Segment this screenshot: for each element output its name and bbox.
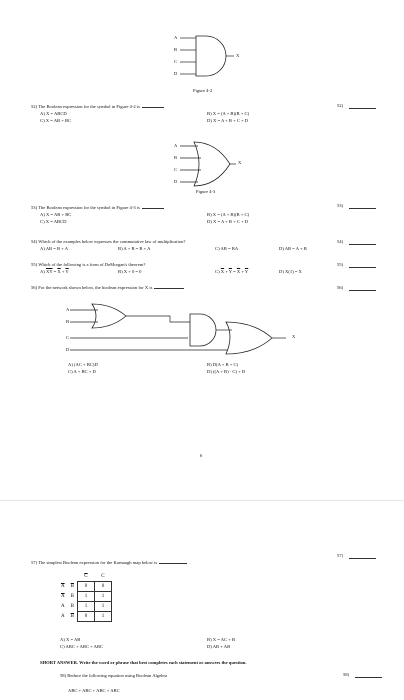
q56-input-d: D — [66, 347, 70, 352]
q53-answer-number: 53) — [337, 203, 344, 208]
table-row — [58, 602, 111, 612]
table-row — [58, 612, 111, 622]
kmap-cell: 0 — [94, 582, 111, 592]
q53-option-c: C) X = ABCD — [40, 219, 67, 224]
q54-option-d: D) AB = A + B — [279, 246, 307, 251]
fig43-input-a: A — [174, 143, 178, 148]
kmap-cell: 1 — [94, 612, 111, 622]
q55-option-d: D) X(1) = X — [279, 269, 302, 274]
q54-text: 54) Which of the examples below expresses the commutative law of multiplication? — [31, 239, 186, 244]
q55-answer-number: 55) — [337, 262, 344, 267]
q56-input-a: A — [66, 307, 70, 312]
q56-option-c: C) A + BC + D — [68, 369, 96, 374]
kmap-col-c-bar: $\overline{C}$ — [84, 573, 88, 579]
fig42-input-b: B — [174, 47, 178, 52]
table-row — [58, 582, 111, 592]
q54-option-b: B) A + B = B + A — [118, 246, 151, 251]
table-row — [58, 592, 111, 602]
kmap-col-c: C — [101, 573, 105, 579]
kmap-cell: 1 — [94, 592, 111, 602]
kmap-row-b: B — [70, 593, 74, 599]
q53-text: 53) The Boolean expression for the symbol in Figure 4-3 is — [31, 205, 164, 211]
q57-text: 57) The simplest Boolean expression for the Karnaugh map below is — [31, 560, 187, 566]
q56-output-x: X — [292, 334, 296, 339]
kmap-cell: 1 — [77, 602, 94, 612]
page-number: 6 — [200, 453, 203, 458]
q52-option-d: D) X = A + B + C + D — [207, 118, 249, 123]
q55-text: 55) Which of the following is a form of DeMorgan's theorem? — [31, 262, 146, 267]
figure-4-2-caption: Figure 4-2 — [193, 88, 213, 93]
q58-answer-number: 58) — [343, 672, 350, 677]
q56-option-a: A) (AC + BC)D — [68, 362, 98, 367]
karnaugh-map — [58, 572, 112, 622]
q56-input-b: B — [66, 319, 70, 324]
q52-text: 52) The Boolean expression for the symbol in Figure 4-2 is — [31, 104, 164, 110]
q55-option-b: B) X + 0 = 0 — [118, 269, 142, 274]
q54-option-c: C) AB = BA — [215, 246, 239, 251]
short-answer-header: SHORT ANSWER. Write the word or phrase that best completes each statement or answers the question. — [40, 660, 247, 665]
q56-text: 56) For the network shown below, the boolean expression for X is — [31, 285, 184, 291]
q54-answer-number: 54) — [337, 239, 344, 244]
q52-option-a: A) X = ABCD — [40, 111, 67, 116]
kmap-row-b: $\overline{B}$ — [70, 583, 74, 589]
q56-option-b: B) D(A + B + C) — [207, 362, 239, 367]
q52-answer-number: 52) — [337, 103, 344, 108]
q52-option-c: C) X = AB + BC — [40, 118, 72, 123]
kmap-cell: 0 — [77, 612, 94, 622]
q58-expression: ABC + ABC + ABC + ABC — [68, 688, 120, 693]
q55-option-c: C) $\overline{X} + \overline{Y} = \overline{X} + \overline{Y}$ — [215, 269, 249, 274]
kmap-row-a: A — [61, 603, 65, 609]
kmap-row-a: $\overline{A}$ — [61, 593, 65, 599]
kmap-cell: 0 — [77, 582, 94, 592]
q52-option-b: B) X = (A + B)(B + C) — [207, 111, 250, 116]
kmap-row-b: $\overline{B}$ — [70, 613, 74, 619]
q55-option-a: A) $\overline{XY} = \overline{X} + \overline{Y}$ — [40, 269, 69, 274]
q57-option-a: A) X = AB — [60, 637, 81, 642]
kmap-cell: 1 — [94, 602, 111, 612]
q56-input-c: C — [66, 335, 70, 340]
fig43-input-b: B — [174, 155, 178, 160]
q58-text: 58) Reduce the following equation using Boolean Algebra — [60, 673, 168, 678]
q56-answer-number: 56) — [337, 285, 344, 290]
q54-option-a: A) AB = B + A — [40, 246, 69, 251]
q53-option-d: D) X = A + B + C + D — [207, 219, 249, 224]
fig43-input-d: D — [174, 179, 178, 184]
q57-option-c: C) ABC + ABC + ABC — [60, 644, 104, 649]
kmap-cell: 1 — [77, 592, 94, 602]
q53-option-a: A) X = AB + BC — [40, 212, 72, 217]
kmap-row-b: B — [70, 603, 74, 609]
figure-4-3-caption: Figure 4-3 — [196, 189, 216, 194]
q53-option-b: B) X = (A + B)(B + C) — [207, 212, 250, 217]
page-separator — [0, 500, 404, 501]
q56-logic-network — [60, 300, 320, 360]
fig42-input-d: D — [174, 71, 178, 76]
q57-answer-number: 57) — [337, 553, 344, 558]
fig43-input-c: C — [174, 167, 178, 172]
fig42-input-a: A — [174, 35, 178, 40]
q53-answer-line[interactable] — [349, 208, 376, 209]
q57-answer-line[interactable] — [349, 558, 376, 559]
q54-answer-line[interactable] — [349, 244, 376, 245]
q56-option-d: D) ((A + B) · C) + D — [207, 369, 246, 374]
q57-option-b: B) X = AC + B — [207, 637, 236, 642]
fig43-output-x: X — [238, 160, 242, 165]
fig42-input-c: C — [174, 59, 178, 64]
q56-answer-line[interactable] — [349, 290, 376, 291]
q52-answer-line[interactable] — [349, 108, 376, 109]
q57-option-d: D) AB + AB — [207, 644, 231, 649]
q58-answer-line[interactable] — [355, 677, 382, 678]
kmap-row-a: A — [61, 613, 65, 619]
q55-answer-line[interactable] — [349, 267, 376, 268]
fig42-output-x: X — [236, 53, 240, 58]
kmap-row-a: $\overline{A}$ — [61, 583, 65, 589]
